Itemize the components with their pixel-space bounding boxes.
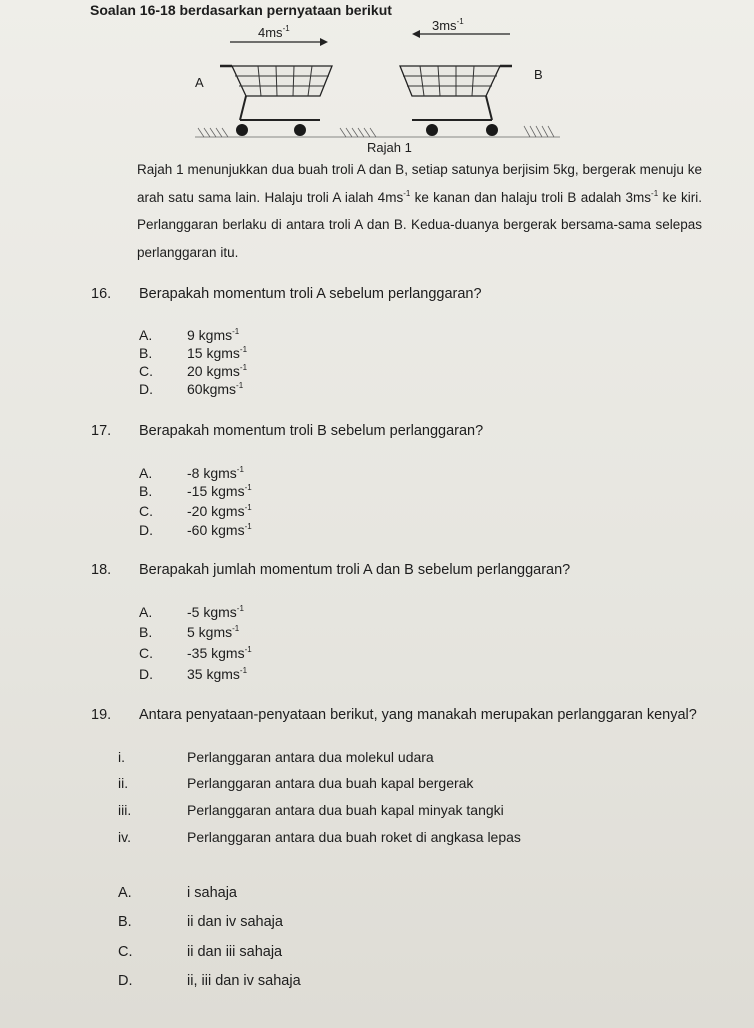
- trolley-b: [400, 66, 512, 136]
- worksheet-page: Soalan 16-18 berdasarkan pernyataan berikut $4ms^{-1}$ $3ms^{-1}$ A B Rajah 1 Rajah 1 menunjukkan dua buah troli A dan B, setiap satunya berjisim 5kg, bergerak menuju ke arah satu sama lain. Halaju troli A ialah $4ms^{-1}$ ke kanan dan halaju troli B adalah $3ms^{-1}$ ke kiri. Perlanggaran berlaku di antara troli A dan B. Kedua-duanya bergerak bersama-sama selepas perlanggaran itu. 16. Berapakah momentum troli A sebelum perlanggaran? A. 9 kgms$^{-1}$ B. 15 kgms$^{-1}$ C. 20 kgms$^{-1}$ D. 60kgms$^{-1}$ 17. Berapakah momentum troli B sebelum perlanggaran? A. -8 kgms$^{-1}$ B. -15 kgms$^{-1}$ C. -20 kgms$^{-1}$ D. -60 kgms$^{-1}$ 18. Berapakah jumlah momentum troli A dan B sebelum perlanggaran? A. -5 kgms$^{-1}$ B. 5 kgms$^{-1}$ C. -35 kgms$^{-1}$ D. 35 kgms$^{-1}$ 19. Antara penyataan-penyataan berikut, yang manakah merupakan perlanggaran kenyal? i. Perlanggaran antara dua molekul udara ii. Perlanggaran antara dua buah kapal bergerak iii. Perlanggaran antara dua buah kapal minyak tangki iv. Perlanggaran antara dua buah roket di angkasa lepas A. i sahaja B. ii dan iv sahaja C. ii dan iii sahaja D. ii, iii dan iv sahaja: [0, 0, 754, 1028]
- trolley-diagram: [150, 17, 570, 160]
- speed-label-b: $3ms^{-1}$: [432, 17, 464, 33]
- question-18: 18. Berapakah jumlah momentum troli A dan B sebelum perlanggaran?: [91, 562, 571, 578]
- question-19: 19. Antara penyataan-penyataan berikut, yang manakah merupakan perlanggaran kenyal?: [91, 707, 697, 723]
- trolley-label-a: A: [195, 75, 204, 90]
- trolley-a: [220, 66, 332, 136]
- passage: Rajah 1 menunjukkan dua buah troli A dan B, setiap satunya berjisim 5kg, bergerak menuju ke arah satu sama lain. Halaju troli A ialah $4ms^{-1}$ ke kanan dan halaju troli B adalah $3ms^{-1}$ ke kiri. Perlanggaran berlaku di antara troli A dan B. Kedua-duanya bergerak bersama-sama selepas perlanggaran itu.: [137, 162, 703, 260]
- question-16: 16. Berapakah momentum troli A sebelum perlanggaran?: [91, 286, 482, 302]
- arrow-b-head: [412, 30, 420, 38]
- arrow-a-head: [320, 38, 328, 46]
- figure-caption: Rajah 1: [367, 140, 412, 155]
- trolley-label-b: B: [534, 67, 543, 82]
- section-heading: Soalan 16-18 berdasarkan pernyataan berikut: [90, 2, 392, 18]
- ground-surface: [195, 126, 560, 137]
- question-17: 17. Berapakah momentum troli B sebelum perlanggaran?: [91, 423, 484, 439]
- speed-label-a: $4ms^{-1}$: [258, 24, 290, 40]
- figure-rajah-1: [150, 17, 570, 165]
